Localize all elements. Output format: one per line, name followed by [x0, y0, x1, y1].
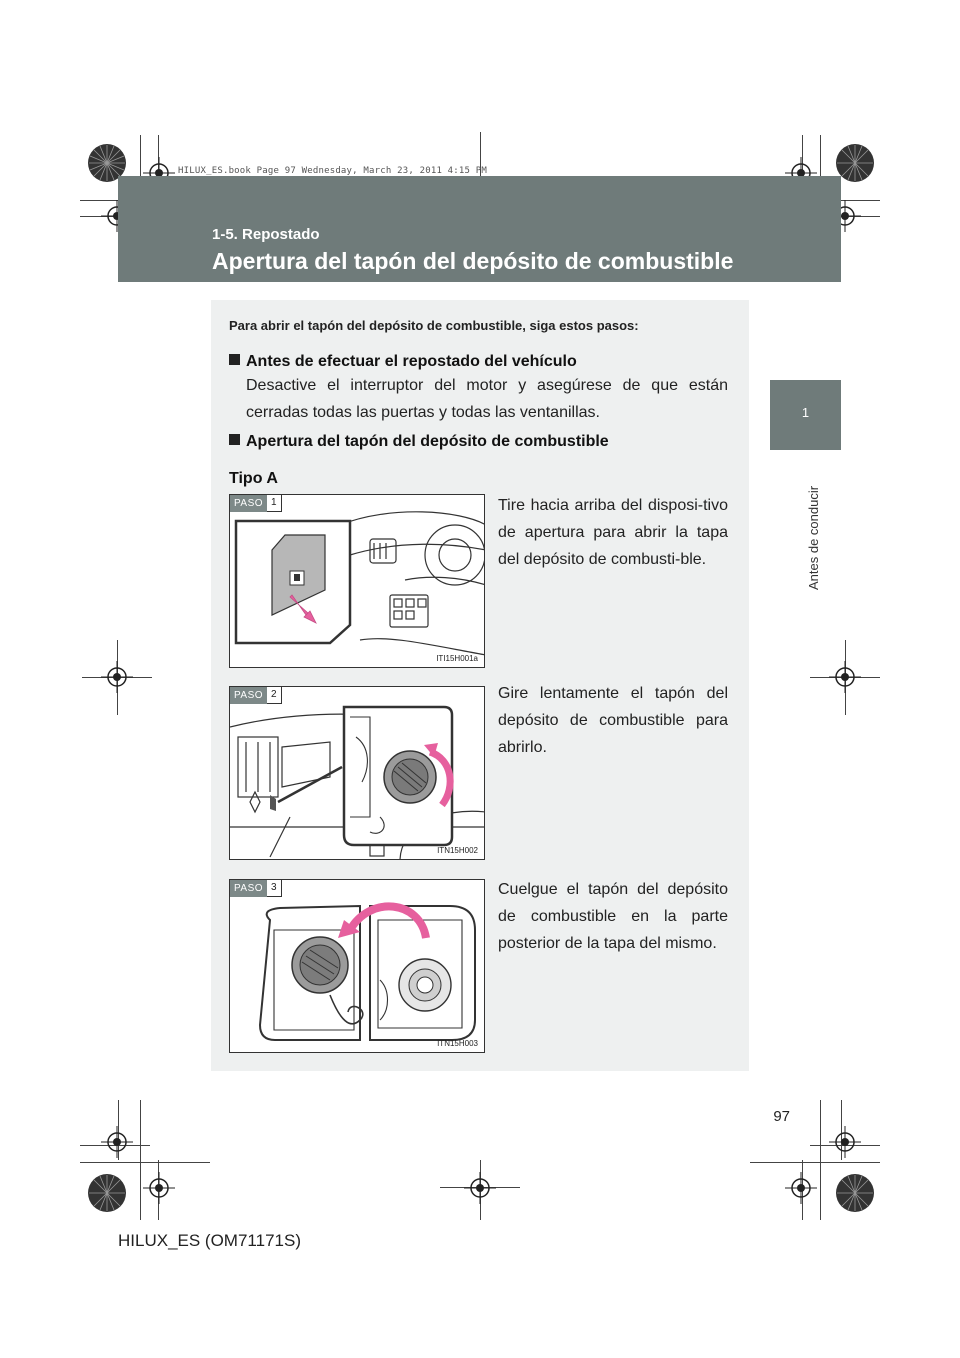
square-bullet-icon	[229, 434, 240, 445]
intro-text: Para abrir el tapón del depósito de combustible, siga estos pasos:	[229, 318, 639, 333]
crosshair-target-icon	[101, 661, 133, 693]
page-number: 97	[773, 1108, 790, 1125]
manual-code: HILUX_ES (OM71171S)	[118, 1231, 301, 1250]
step-text: Cuelgue el tapón del depósito de combustible en la parte posterior de la tapa del mismo.	[498, 881, 728, 952]
crosshair-target-icon	[829, 1126, 861, 1158]
type-label: Tipo A	[229, 470, 278, 487]
step-text: Tire hacia arriba del disposi-tivo de apertura para abrir la tapa del depósito de combusti-ble.	[498, 497, 728, 568]
step-figure	[229, 879, 485, 1053]
section-heading	[229, 353, 577, 371]
section-paragraph: Desactive el interruptor del motor y asegúrese de que están cerradas todas las puertas y todas las ventanillas.	[246, 377, 728, 421]
step-text: Gire lentamente el tapón del depósito de combustible para abrirlo.	[498, 685, 728, 756]
chapter-number: 1	[801, 405, 810, 420]
section-heading	[229, 433, 609, 451]
step-figure	[229, 686, 485, 860]
crosshair-target-icon	[464, 1172, 496, 1204]
chapter-label	[806, 460, 822, 590]
step-badge	[230, 495, 282, 512]
registration-mark-icon	[86, 1172, 128, 1214]
hanging-cap-illustration	[230, 880, 485, 1053]
step-badge-number: 3	[267, 880, 282, 897]
step-badge	[230, 687, 282, 704]
step-figure	[229, 494, 485, 668]
crosshair-target-icon	[785, 1172, 817, 1204]
figure-code: ITN15H002	[437, 846, 478, 855]
step-badge-label: PASO	[230, 495, 267, 512]
figure-code: ITN15H003	[437, 1039, 478, 1048]
crosshair-target-icon	[829, 661, 861, 693]
figure-code: ITI15H001a	[436, 654, 478, 663]
section-label: 1-5. Repostado	[212, 226, 320, 243]
step-badge-number: 1	[267, 495, 282, 512]
page-title: Apertura del tapón del depósito de combustible	[212, 248, 734, 274]
section-heading-text: Apertura del tapón del depósito de combustible	[246, 433, 609, 450]
fuel-cap-illustration	[230, 687, 485, 860]
section-heading-text: Antes de efectuar el repostado del vehículo	[246, 353, 577, 370]
registration-mark-icon	[834, 1172, 876, 1214]
crosshair-target-icon	[143, 1172, 175, 1204]
crosshair-target-icon	[101, 1126, 133, 1158]
print-stamp: HILUX_ES.book Page 97 Wednesday, March 23, 2011 4:15 PM	[178, 166, 488, 176]
step-badge-label: PASO	[230, 687, 267, 704]
step-badge	[230, 880, 282, 897]
chapter-label-text: Antes de conducir	[806, 485, 821, 590]
step-badge-number: 2	[267, 687, 282, 704]
dashboard-illustration	[230, 495, 485, 668]
square-bullet-icon	[229, 354, 240, 365]
step-badge-label: PASO	[230, 880, 267, 897]
